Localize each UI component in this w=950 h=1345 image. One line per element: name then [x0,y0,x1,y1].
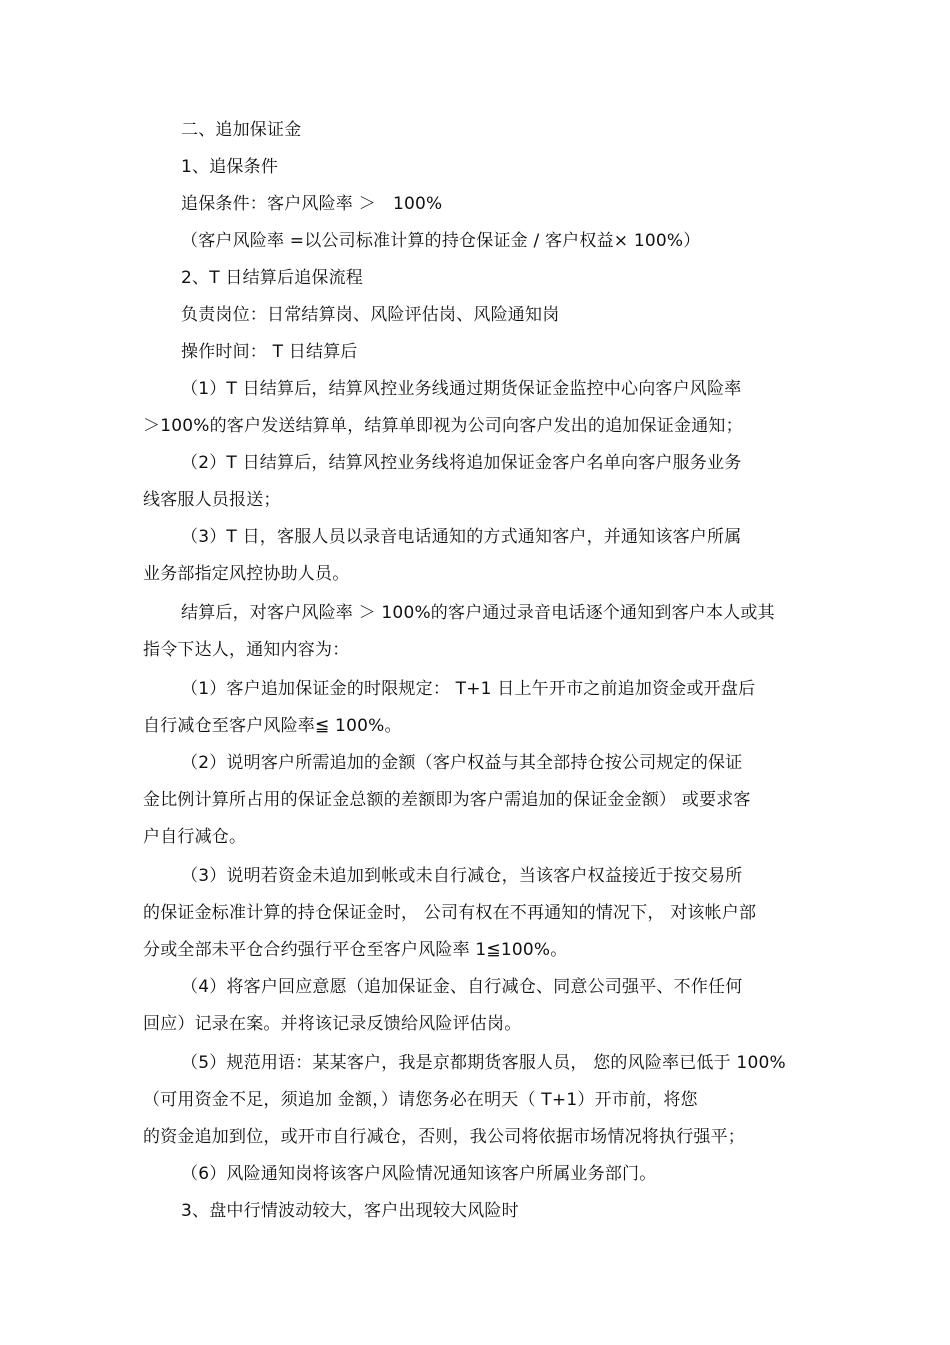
notice5-line-b: （可用资金不足，须追加 金额，）请您务必在明天（ T+1）开市前，将您 [143,1090,698,1110]
op-time-line: 操作时间： T 日结算后 [181,342,358,362]
notice2-line-b: 金比例计算所占用的保证金总额的差额即为客户需追加的保证金金额） 或要求客 [143,790,751,810]
notice4-line-b: 回应）记录在案。并将该记录反馈给风险评估岗。 [143,1014,522,1034]
step3-line-a: （3）T 日，客服人员以录音电话通知的方式通知客户，并通知该客户所属 [181,527,742,547]
item1-heading: 1、追保条件 [181,157,279,177]
notice1-line-b: 自行减仓至客户风险率≦ 100%。 [143,716,402,736]
positions-line: 负责岗位：日常结算岗、风险评估岗、风险通知岗 [181,305,560,325]
step1-line-a: （1）T 日结算后，结算风控业务线通过期货保证金监控中心向客户风险率 [181,379,742,399]
notice6-line: （6）风险通知岗将该客户风险情况通知该客户所属业务部门。 [181,1164,657,1184]
formula-line: （客户风险率 =以公司标准计算的持仓保证金 / 客户权益× 100%） [181,231,701,251]
step1-line-b: ＞100%的客户发送结算单，结算单即视为公司向客户发出的追加保证金通知； [143,416,743,436]
step2-line-a: （2）T 日结算后，结算风控业务线将追加保证金客户名单向客户服务业务 [181,453,742,473]
item2-heading: 2、T 日结算后追保流程 [181,268,364,288]
step3-line-b: 业务部指定风控协助人员。 [143,564,350,584]
notice3-line-a: （3）说明若资金未追加到帐或未自行减仓，当该客户权益接近于按交易所 [181,866,743,886]
after-line-a: 结算后，对客户风险率 ＞ 100%的客户通过录音电话逐个通知到客户本人或其 [181,603,775,623]
notice1-line-a: （1）客户追加保证金的时限规定： T+1 日上午开市之前追加资金或开盘后 [181,679,756,699]
notice3-line-b: 的保证金标准计算的持仓保证金时， 公司有权在不再通知的情况下， 对该帐户部 [143,903,757,923]
notice4-line-a: （4）将客户回应意愿（追加保证金、自行减仓、同意公司强平、不作任何 [181,977,743,997]
section-title: 二、追加保证金 [181,120,302,140]
notice5-line-c: 的资金追加到位，或开市自行减仓，否则，我公司将依据市场情况将执行强平； [143,1127,745,1147]
condition-line: 追保条件：客户风险率 ＞ 100% [181,194,443,214]
notice2-line-a: （2）说明客户所需追加的金额（客户权益与其全部持仓按公司规定的保证 [181,753,743,773]
step2-line-b: 线客服人员报送； [143,490,281,510]
after-line-b: 指令下达人，通知内容为： [143,640,350,660]
notice5-line-a: （5）规范用语：某某客户，我是京都期货客服人员， 您的风险率已低于 100% [181,1053,786,1073]
notice3-line-c: 分或全部未平仓合约强行平仓至客户风险率 1≦100%。 [143,940,568,960]
notice2-line-c: 户自行减仓。 [143,827,247,847]
item3-heading: 3、盘中行情波动较大，客户出现较大风险时 [181,1201,519,1221]
